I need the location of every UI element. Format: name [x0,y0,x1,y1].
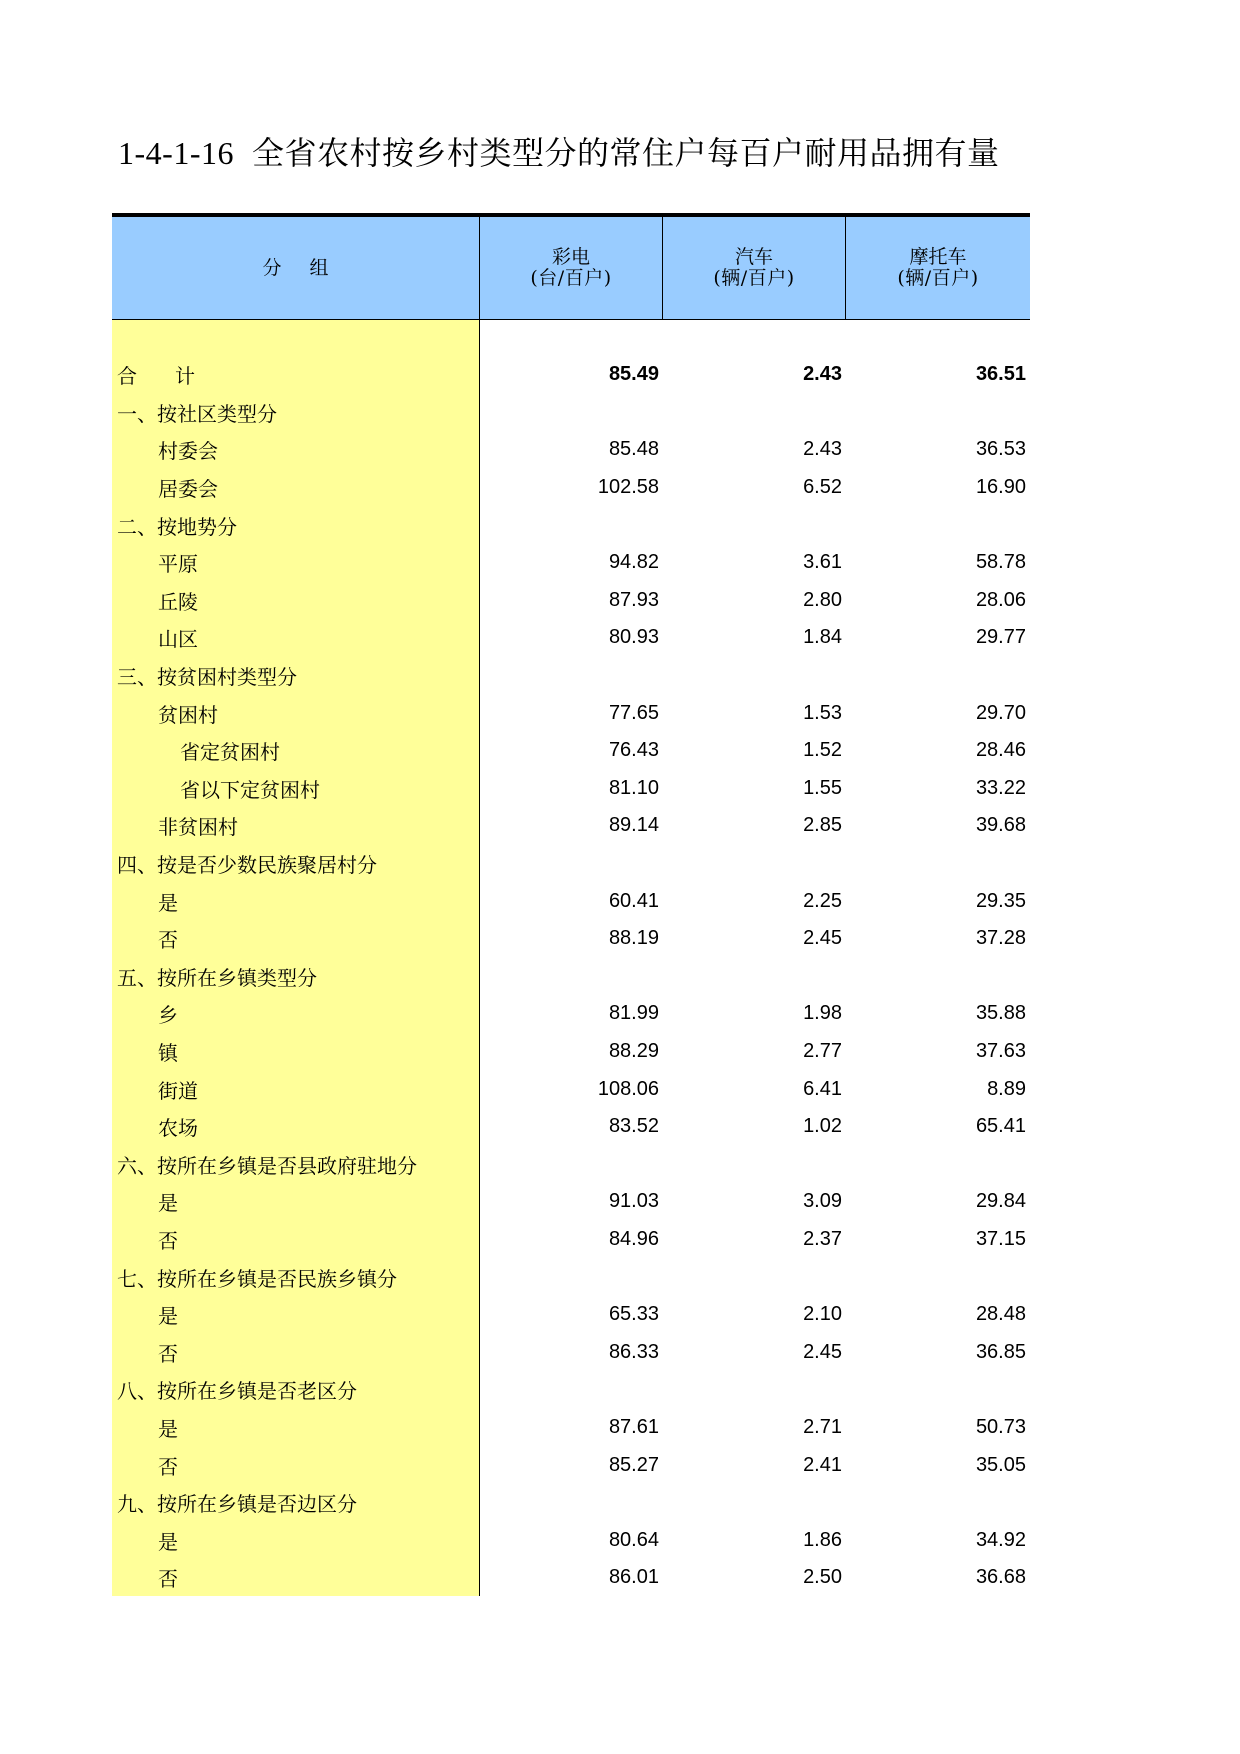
row-label: 省以下定贫困村 [180,777,320,802]
row-label: 五、按所在乡镇类型分 [117,965,317,990]
table-code: 1-4-1-16 [118,135,234,171]
page-title [118,128,999,174]
value-motorcycle: 29.70 [975,701,1026,724]
header-car-unit: (辆/百户) [713,267,795,289]
value-color-tv: 102.58 [597,476,659,499]
table-rows [112,320,1030,1597]
table-row [112,657,1030,695]
table-row [112,1070,1030,1108]
table-row [112,958,1030,996]
table-row [112,1145,1030,1183]
header-color-tv [480,217,663,319]
value-color-tv: 83.52 [608,1115,659,1138]
value-car: 1.02 [803,1115,842,1138]
value-car: 3.61 [803,551,842,574]
table-row [112,356,1030,394]
table-header [112,217,1030,320]
value-car: 1.98 [803,1002,842,1025]
value-motorcycle: 37.28 [975,927,1026,950]
row-label: 乡 [158,1003,178,1028]
row-label: 三、按贫困村类型分 [117,665,297,690]
value-car: 2.85 [803,814,842,837]
row-label: 居委会 [158,477,218,502]
value-car: 6.52 [803,476,842,499]
row-label: 七、按所在乡镇是否民族乡镇分 [117,1266,397,1291]
value-color-tv: 81.10 [608,776,659,799]
value-car: 1.86 [803,1528,842,1551]
value-motorcycle: 28.48 [975,1303,1026,1326]
value-motorcycle: 34.92 [975,1528,1026,1551]
value-car: 2.25 [803,889,842,912]
value-car: 3.09 [803,1190,842,1213]
value-car: 2.43 [803,438,842,461]
table-row [112,807,1030,845]
table-row [112,1221,1030,1259]
value-color-tv: 60.41 [608,889,659,912]
row-label: 否 [158,1567,178,1592]
value-car: 2.77 [803,1039,842,1062]
row-label: 镇 [158,1040,178,1065]
value-color-tv: 85.48 [608,438,659,461]
value-color-tv: 87.93 [608,588,659,611]
data-table [112,213,1030,1597]
value-motorcycle: 8.89 [987,1077,1026,1100]
value-motorcycle: 65.41 [975,1115,1026,1138]
row-label: 丘陵 [158,589,198,614]
value-car: 2.71 [803,1415,842,1438]
row-label: 是 [158,1191,178,1216]
row-label: 是 [158,1529,178,1554]
table-row [112,1258,1030,1296]
value-motorcycle: 28.06 [975,588,1026,611]
value-motorcycle: 16.90 [975,476,1026,499]
value-car: 2.37 [803,1227,842,1250]
table-row [112,770,1030,808]
value-color-tv: 108.06 [597,1077,659,1100]
row-label: 省定贫困村 [180,740,280,765]
table-row [112,469,1030,507]
row-label: 合计 [117,364,233,389]
value-car: 1.52 [803,739,842,762]
value-motorcycle: 29.84 [975,1190,1026,1213]
value-motorcycle: 37.15 [975,1227,1026,1250]
row-label: 否 [158,1228,178,1253]
value-car: 2.43 [803,363,842,386]
row-label: 平原 [158,552,198,577]
table-row [112,1484,1030,1522]
header-car-name: 汽车 [734,246,773,268]
table-row [112,1108,1030,1146]
value-color-tv: 94.82 [608,551,659,574]
table-row [112,732,1030,770]
table-row [112,1033,1030,1071]
value-color-tv: 87.61 [608,1415,659,1438]
value-color-tv: 85.49 [608,363,659,386]
row-label: 山区 [158,627,198,652]
value-motorcycle: 39.68 [975,814,1026,837]
row-label: 贫困村 [158,702,218,727]
table-body [112,320,1030,1597]
value-motorcycle: 29.77 [975,626,1026,649]
row-label: 一、按社区类型分 [117,401,277,426]
row-label: 否 [158,1341,178,1366]
table-row [112,1559,1030,1597]
value-motorcycle: 36.68 [975,1566,1026,1589]
value-motorcycle: 33.22 [975,776,1026,799]
row-label: 农场 [158,1116,198,1141]
row-label: 非贫困村 [158,815,238,840]
value-motorcycle: 50.73 [975,1415,1026,1438]
value-motorcycle: 36.51 [975,363,1026,386]
table-title-text: 全省农村按乡村类型分的常住户每百户耐用品拥有量 [251,134,1000,172]
header-color-tv-unit: (台/百户) [530,267,612,289]
table-row [112,995,1030,1033]
table-row [112,1446,1030,1484]
value-car: 2.50 [803,1566,842,1589]
table-row [112,431,1030,469]
table-row [112,1333,1030,1371]
value-car: 1.53 [803,701,842,724]
value-color-tv: 86.01 [608,1566,659,1589]
table-row [112,619,1030,657]
table-row [112,394,1030,432]
value-car: 2.10 [803,1303,842,1326]
header-car [663,217,846,319]
value-car: 2.45 [803,1340,842,1363]
row-label: 八、按所在乡镇是否老区分 [117,1379,357,1404]
table-row [112,1183,1030,1221]
value-color-tv: 81.99 [608,1002,659,1025]
table-row [112,544,1030,582]
row-label: 四、按是否少数民族聚居村分 [117,853,377,878]
table-row [112,1521,1030,1559]
row-label: 街道 [158,1078,198,1103]
value-motorcycle: 36.85 [975,1340,1026,1363]
table-row [112,506,1030,544]
value-color-tv: 84.96 [608,1227,659,1250]
value-motorcycle: 29.35 [975,889,1026,912]
header-motorcycle [846,217,1030,319]
value-motorcycle: 37.63 [975,1039,1026,1062]
header-motorcycle-unit: (辆/百户) [897,267,979,289]
value-color-tv: 65.33 [608,1303,659,1326]
table-row [112,1371,1030,1409]
value-color-tv: 89.14 [608,814,659,837]
value-color-tv: 80.93 [608,626,659,649]
value-color-tv: 88.19 [608,927,659,950]
row-label: 六、按所在乡镇是否县政府驻地分 [117,1153,417,1178]
row-label: 九、按所在乡镇是否边区分 [117,1492,357,1517]
value-car: 2.80 [803,588,842,611]
table-row [112,920,1030,958]
row-label: 是 [158,1416,178,1441]
table-row [112,1296,1030,1334]
value-car: 6.41 [803,1077,842,1100]
table-row [112,845,1030,883]
table-row [112,1409,1030,1447]
table-row [112,694,1030,732]
row-label: 是 [158,890,178,915]
row-label: 是 [158,1304,178,1329]
value-car: 1.55 [803,776,842,799]
value-color-tv: 80.64 [608,1528,659,1551]
table-row [112,882,1030,920]
row-label: 否 [158,928,178,953]
value-car: 1.84 [803,626,842,649]
header-group: 分组 [112,217,480,319]
value-motorcycle: 35.05 [975,1453,1026,1476]
value-motorcycle: 58.78 [975,551,1026,574]
value-motorcycle: 35.88 [975,1002,1026,1025]
header-motorcycle-name: 摩托车 [909,246,967,268]
value-motorcycle: 36.53 [975,438,1026,461]
header-color-tv-name: 彩电 [551,246,590,268]
table-row [112,582,1030,620]
row-label: 村委会 [158,439,218,464]
value-car: 2.41 [803,1453,842,1476]
value-color-tv: 76.43 [608,739,659,762]
value-color-tv: 88.29 [608,1039,659,1062]
row-label: 否 [158,1454,178,1479]
value-color-tv: 86.33 [608,1340,659,1363]
value-car: 2.45 [803,927,842,950]
value-motorcycle: 28.46 [975,739,1026,762]
row-label: 二、按地势分 [117,514,237,539]
value-color-tv: 91.03 [608,1190,659,1213]
value-color-tv: 77.65 [608,701,659,724]
value-color-tv: 85.27 [608,1453,659,1476]
